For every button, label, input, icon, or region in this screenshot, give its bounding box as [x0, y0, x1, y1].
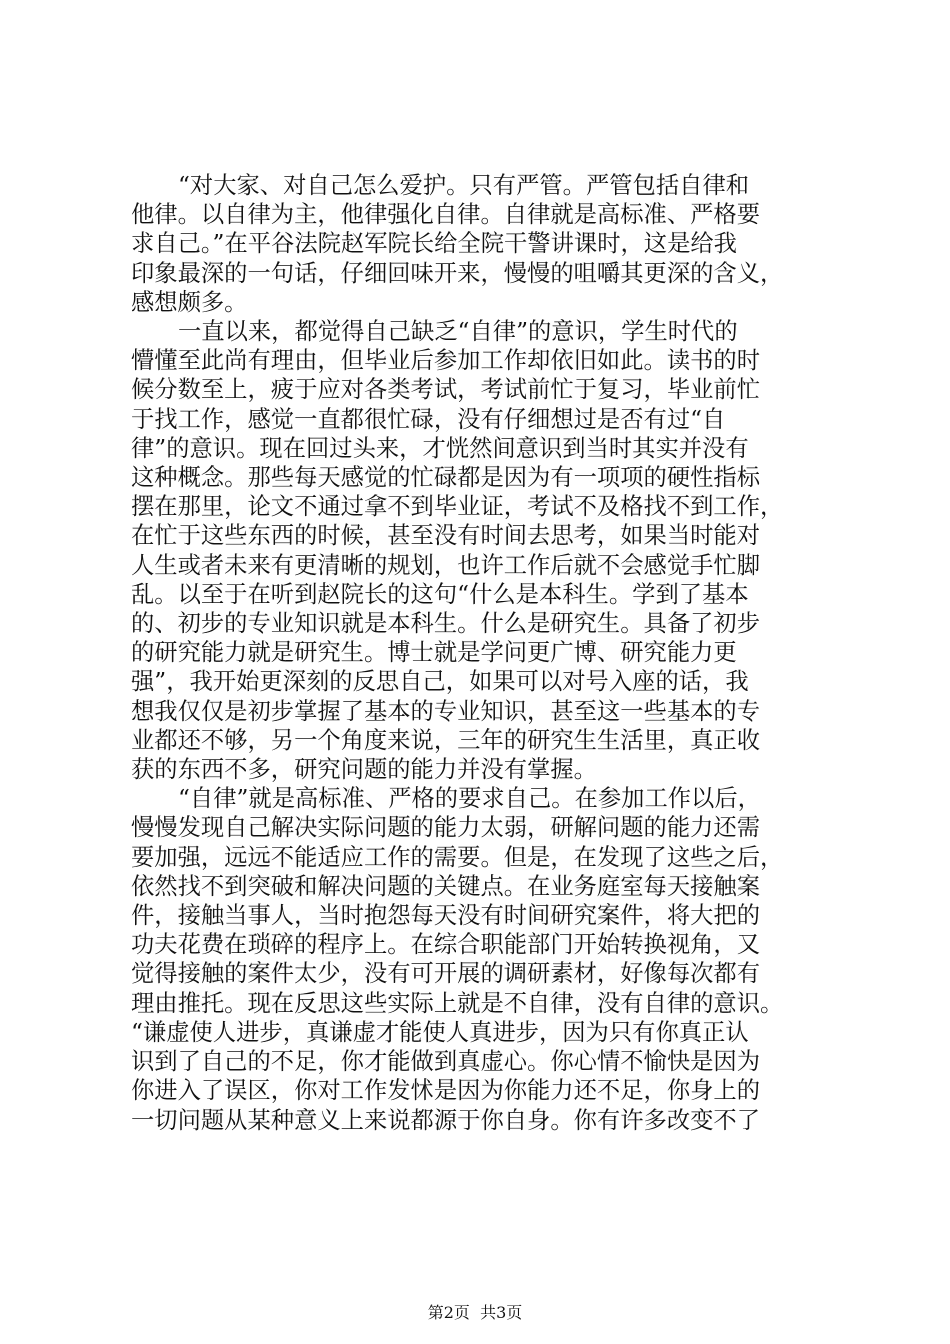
text-line: 候分数至上，疲于应对各类考试，考试前忙于复习，毕业前忙	[131, 376, 761, 404]
text-line: 想我仅仅是初步掌握了基本的专业知识，甚至这一些基本的专	[131, 697, 761, 725]
text-line: 识到了自己的不足，你才能做到真虚心。你心情不愉快是因为	[131, 1048, 761, 1076]
text-line: 在忙于这些东西的时候，甚至没有时间去思考，如果当时能对	[131, 522, 761, 550]
text-line: 的研究能力就是研究生。博士就是学问更广博、研究能力更	[131, 639, 737, 667]
text-line: 印象最深的一句话，仔细回味开来，慢慢的咀嚼其更深的含义，	[131, 259, 784, 287]
page-footer	[0, 1300, 950, 1323]
text-line: 功夫花费在琐碎的程序上。在综合职能部门开始转换视角，又	[131, 931, 761, 959]
text-line: 一切问题从某种意义上来说都源于你自身。你有许多改变不了	[131, 1106, 761, 1134]
document-body	[131, 171, 831, 1135]
text-line: 依然找不到突破和解决问题的关键点。在业务庭室每天接触案	[131, 872, 761, 900]
text-line: 件，接触当事人，当时抱怨每天没有时间研究案件，将大把的	[131, 902, 761, 930]
text-line: “谦虚使人进步，真谦虚才能使人真进步，因为只有你真正认	[131, 1018, 749, 1046]
text-line: 懵懂至此尚有理由，但毕业后参加工作却依旧如此。读书的时	[131, 347, 761, 375]
text-line: 摆在那里，论文不通过拿不到毕业证，考试不及格找不到工作，	[131, 493, 784, 521]
text-line: 你进入了误区，你对工作发怵是因为你能力还不足，你身上的	[131, 1077, 761, 1105]
text-line: 的、初步的专业知识就是本科生。什么是研究生。具备了初步	[131, 610, 761, 638]
text-line: 乱。以至于在听到赵院长的这句“什么是本科生。学到了基本	[131, 580, 749, 608]
text-line: “对大家、对自己怎么爱护。只有严管。严管包括自律和	[178, 172, 750, 199]
text-line: 于找工作，感觉一直都很忙碌，没有仔细想过是否有过“自	[131, 405, 726, 433]
text-line: 要加强，远远不能适应工作的需要。但是，在发现了这些之后，	[131, 843, 784, 871]
text-line: 他律。以自律为主，他律强化自律。自律就是高标准、严格要	[131, 201, 761, 229]
text-line: 人生或者未来有更清晰的规划，也许工作后就不会感觉手忙脚	[131, 551, 761, 579]
text-line: 求自己。”在平谷法院赵军院长给全院干警讲课时，这是给我	[131, 230, 737, 258]
text-line: 业都还不够，另一个角度来说，三年的研究生生活里，真正收	[131, 726, 761, 754]
text-line: 慢慢发现自己解决实际问题的能力太弱，研解问题的能力还需	[131, 814, 761, 842]
text-line: 强”，我开始更深刻的反思自己，如果可以对号入座的话，我	[131, 668, 749, 696]
text-line: 获的东西不多，研究问题的能力并没有掌握。	[131, 756, 597, 784]
text-line: 这种概念。那些每天感觉的忙碌都是因为有一项项的硬性指标	[131, 464, 761, 492]
page-number-label: 第2页 共3页	[427, 1303, 523, 1322]
text-line: “自律”就是高标准、严格的要求自己。在参加工作以后，	[178, 785, 761, 813]
text-line: 感想颇多。	[131, 288, 248, 316]
text-line: 理由推托。现在反思这些实际上就是不自律，没有自律的意识。	[131, 989, 784, 1017]
text-line: 觉得接触的案件太少，没有可开展的调研素材，好像每次都有	[131, 960, 761, 988]
text-line: 律”的意识。现在回过头来，才恍然间意识到当时其实并没有	[131, 434, 749, 462]
text-line: 一直以来，都觉得自己缺乏“自律”的意识，学生时代的	[178, 318, 738, 346]
